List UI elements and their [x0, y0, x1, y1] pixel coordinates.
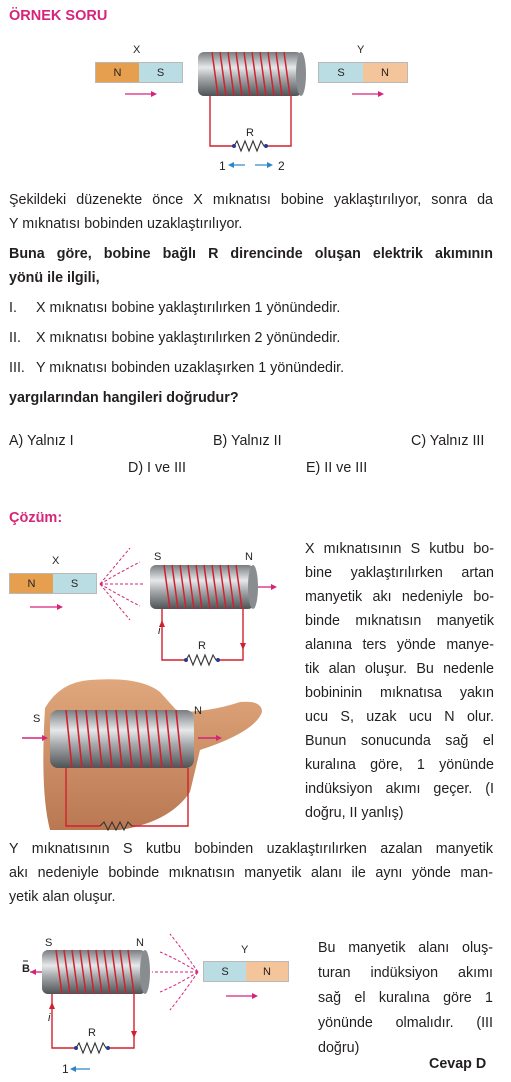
- sol-label-x: X: [52, 555, 60, 567]
- magnet-y-north: N: [363, 63, 407, 82]
- direction-2-label: 2: [278, 159, 285, 173]
- para3-line: Bu manyetik alanı oluş-: [318, 940, 493, 956]
- fig2-coil-pole-n: N: [136, 937, 144, 949]
- sol-magnet-x-north: N: [10, 574, 53, 593]
- para3-line: turan indüksiyon akımı: [318, 965, 493, 981]
- solution-title: Çözüm:: [9, 510, 63, 526]
- statement-1-text: X mıknatısı bobine yaklaştırılırken 1 yönündedir.: [36, 300, 341, 316]
- para1-line: kuralına göre, 1 yönünde: [305, 757, 494, 773]
- para1-line: binde mıknatısın manyetik: [305, 613, 494, 629]
- para1-line: Bunun sonucunda sağ el: [305, 733, 494, 749]
- magnet-y-south: S: [319, 63, 363, 82]
- para3-line: yönünde olmalıdır. (III: [318, 1015, 493, 1031]
- statement-3-text: Y mıknatısı bobinden uzaklaşırken 1 yönündedir.: [36, 360, 345, 376]
- example-title: ÖRNEK SORU: [9, 8, 108, 24]
- label-y: Y: [357, 44, 365, 56]
- para2-line: yetik alan oluşur.: [9, 889, 116, 905]
- statement-1-number: I.: [9, 300, 17, 316]
- magnet-x-north: N: [96, 63, 139, 82]
- answer-label: Cevap D: [429, 1056, 487, 1072]
- fig2-current-i: i: [48, 1012, 51, 1024]
- right-hand-rule-illustration: [0, 672, 300, 832]
- para1-line: tik alan oluşur. Bu nedenle: [305, 661, 494, 677]
- intro-line-1: Şekildeki düzenekte önce X mıknatısı bobine yaklaştırılıyor, sonra da: [9, 192, 493, 208]
- solution-paragraph-2: [9, 837, 493, 909]
- sol-label-r: R: [198, 640, 206, 652]
- para2-line: akı nedeniyle bobinde mıknatısın manyetik alanı ile aynı yönde man-: [9, 865, 493, 881]
- sol-coil-pole-s: S: [154, 551, 162, 563]
- para2-line: Y mıknatısının S kutbu bobinden uzaklaştırılırken azalan manyetik: [9, 841, 493, 857]
- statement-2-number: II.: [9, 330, 21, 346]
- fig2-label-b: B: [22, 963, 30, 975]
- solution-figure-1: [0, 540, 300, 675]
- magnet-x-south: S: [139, 63, 182, 82]
- question-prompt: yargılarından hangileri doğrudur?: [9, 390, 239, 406]
- sol-magnet-x-south: S: [53, 574, 96, 593]
- para1-line: bine yaklaştırılırken artan: [305, 565, 494, 581]
- hand-pole-n: N: [194, 705, 202, 717]
- option-b[interactable]: B) Yalnız II: [213, 433, 282, 449]
- sol-current-i: i: [158, 625, 161, 637]
- solution-paragraph-1: [305, 537, 494, 825]
- para1-line: X mıknatısının S kutbu bo-: [305, 541, 494, 557]
- question-line-1: Buna göre, bobine bağlı R direncinde oluşan elektrik akımının: [9, 246, 493, 262]
- option-a[interactable]: A) Yalnız I: [9, 433, 74, 449]
- fig2-coil-pole-s: S: [45, 937, 53, 949]
- option-c[interactable]: C) Yalnız III: [411, 433, 485, 449]
- para1-line: bobininin mıknatısa yakın: [305, 685, 494, 701]
- fig2-label-r: R: [88, 1027, 96, 1039]
- direction-1-label: 1: [219, 159, 226, 173]
- intro-line-2: Y mıknatısı bobinden uzaklaştırılıyor.: [9, 216, 243, 232]
- statement-3-number: III.: [9, 360, 25, 376]
- para3-line: sağ el kuralına göre 1: [318, 990, 493, 1006]
- label-x: X: [133, 44, 141, 56]
- example-circuit-diagram: [0, 40, 511, 180]
- option-e[interactable]: E) II ve III: [306, 460, 368, 476]
- solution-figure-2: [0, 926, 305, 1082]
- fig2-label-y: Y: [241, 944, 249, 956]
- option-d[interactable]: D) I ve III: [128, 460, 186, 476]
- fig2-magnet-y-south: S: [204, 962, 246, 981]
- para1-line: manyetik akı nedeniyle bo-: [305, 589, 494, 605]
- hand-pole-s: S: [33, 713, 41, 725]
- sol-coil-pole-n: N: [245, 551, 253, 563]
- question-line-2: yönü ile ilgili,: [9, 270, 100, 286]
- para1-line: alanına ters yönde manye-: [305, 637, 494, 653]
- solution-paragraph-3: [318, 936, 493, 1061]
- label-r: R: [246, 127, 254, 139]
- statement-2-text: X mıknatısı bobine yaklaştırılırken 2 yönündedir.: [36, 330, 341, 346]
- para1-line: indüksiyon akımı geçer. (I: [305, 781, 494, 797]
- para3-line: doğru): [318, 1040, 360, 1056]
- para1-line: ucu S, uzak ucu N olur.: [305, 709, 494, 725]
- fig2-direction-1: 1: [62, 1062, 69, 1076]
- para1-line: doğru, II yanlış): [305, 805, 404, 821]
- fig2-magnet-y-north: N: [246, 962, 288, 981]
